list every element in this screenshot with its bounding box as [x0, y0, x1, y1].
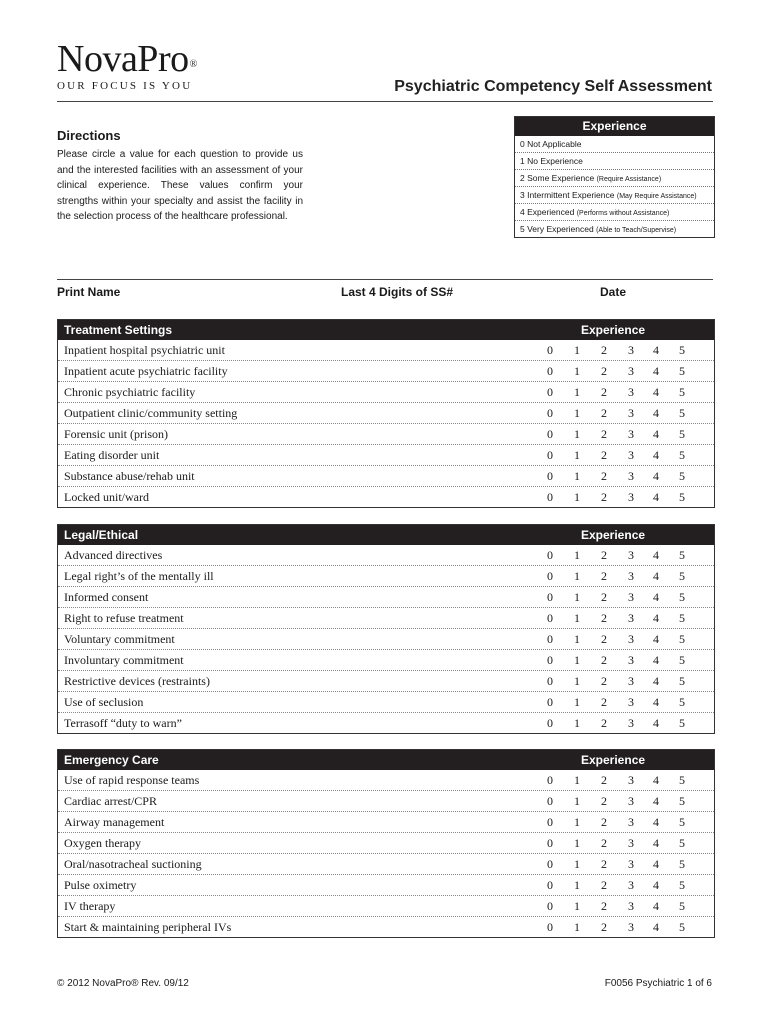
score-option-5[interactable]: 5 [679, 590, 685, 604]
score-option-1[interactable]: 1 [574, 469, 580, 483]
score-option-3[interactable]: 3 [628, 836, 634, 850]
score-option-5[interactable]: 5 [679, 427, 685, 441]
score-option-4[interactable]: 4 [653, 815, 659, 829]
header-divider [57, 101, 713, 102]
legend-item-label: 0 Not Applicable [520, 139, 582, 149]
score-option-2[interactable]: 2 [601, 590, 607, 604]
question-label: Inpatient acute psychiatric facility [64, 364, 228, 378]
question-label: Terrasoff “duty to warn” [64, 716, 182, 730]
question-label: Pulse oximetry [64, 878, 137, 892]
score-option-0[interactable]: 0 [547, 716, 553, 730]
score-option-1[interactable]: 1 [574, 385, 580, 399]
section-emergency-care [57, 749, 715, 938]
score-option-2[interactable]: 2 [601, 632, 607, 646]
question-label: Inpatient hospital psychiatric unit [64, 343, 225, 357]
score-option-0[interactable]: 0 [547, 674, 553, 688]
score-option-5[interactable]: 5 [679, 490, 685, 504]
score-option-4[interactable]: 4 [653, 899, 659, 913]
score-option-1[interactable]: 1 [574, 406, 580, 420]
question-row [58, 649, 714, 670]
score-option-2[interactable]: 2 [601, 343, 607, 357]
section-header [58, 750, 714, 770]
section-title: Emergency Care [64, 753, 159, 767]
score-option-0[interactable]: 0 [547, 385, 553, 399]
score-option-3[interactable]: 3 [628, 364, 634, 378]
question-row [58, 895, 714, 916]
score-option-5[interactable]: 5 [679, 611, 685, 625]
score-option-3[interactable]: 3 [628, 653, 634, 667]
score-option-2[interactable]: 2 [601, 794, 607, 808]
legend-item [515, 152, 714, 169]
score-option-5[interactable]: 5 [679, 836, 685, 850]
score-option-4[interactable]: 4 [653, 569, 659, 583]
score-option-2[interactable]: 2 [601, 427, 607, 441]
score-option-5[interactable]: 5 [679, 899, 685, 913]
question-row [58, 402, 714, 423]
score-option-3[interactable]: 3 [628, 899, 634, 913]
score-option-0[interactable]: 0 [547, 794, 553, 808]
score-option-0[interactable]: 0 [547, 695, 553, 709]
question-label: Locked unit/ward [64, 490, 149, 504]
score-option-1[interactable]: 1 [574, 569, 580, 583]
question-label: Legal right’s of the mentally ill [64, 569, 214, 583]
score-option-2[interactable]: 2 [601, 815, 607, 829]
section-legal-ethical [57, 524, 715, 734]
score-option-1[interactable]: 1 [574, 794, 580, 808]
score-option-5[interactable]: 5 [679, 815, 685, 829]
score-option-3[interactable]: 3 [628, 815, 634, 829]
score-option-1[interactable]: 1 [574, 674, 580, 688]
question-label: Eating disorder unit [64, 448, 160, 462]
score-option-4[interactable]: 4 [653, 385, 659, 399]
score-option-5[interactable]: 5 [679, 569, 685, 583]
score-option-0[interactable]: 0 [547, 569, 553, 583]
question-row [58, 770, 714, 790]
score-option-5[interactable]: 5 [679, 695, 685, 709]
score-option-3[interactable]: 3 [628, 773, 634, 787]
score-option-3[interactable]: 3 [628, 611, 634, 625]
question-row [58, 486, 714, 507]
score-option-3[interactable]: 3 [628, 569, 634, 583]
score-option-0[interactable]: 0 [547, 490, 553, 504]
score-option-5[interactable]: 5 [679, 794, 685, 808]
score-option-5[interactable]: 5 [679, 548, 685, 562]
legend-item-label: 1 No Experience [520, 156, 583, 166]
score-option-0[interactable]: 0 [547, 406, 553, 420]
directions-block [57, 128, 303, 225]
question-row [58, 853, 714, 874]
score-option-5[interactable]: 5 [679, 385, 685, 399]
score-option-3[interactable]: 3 [628, 548, 634, 562]
section-header [58, 525, 714, 545]
score-option-3[interactable]: 3 [628, 794, 634, 808]
legend-item-note: (Require Assistance) [596, 176, 662, 183]
score-option-2[interactable]: 2 [601, 857, 607, 871]
score-option-4[interactable]: 4 [653, 343, 659, 357]
score-option-0[interactable]: 0 [547, 469, 553, 483]
experience-legend [514, 116, 715, 238]
score-option-3[interactable]: 3 [628, 632, 634, 646]
question-row [58, 811, 714, 832]
score-option-4[interactable]: 4 [653, 427, 659, 441]
question-label: Informed consent [64, 590, 149, 604]
score-option-2[interactable]: 2 [601, 920, 607, 934]
score-option-5[interactable]: 5 [679, 343, 685, 357]
question-label: Oxygen therapy [64, 836, 141, 850]
score-option-3[interactable]: 3 [628, 427, 634, 441]
score-option-1[interactable]: 1 [574, 857, 580, 871]
score-option-1[interactable]: 1 [574, 815, 580, 829]
legend-item [515, 169, 714, 186]
score-option-1[interactable]: 1 [574, 653, 580, 667]
legend-heading: Experience [515, 117, 714, 136]
score-option-4[interactable]: 4 [653, 857, 659, 871]
score-option-5[interactable]: 5 [679, 878, 685, 892]
score-option-2[interactable]: 2 [601, 836, 607, 850]
question-label: Right to refuse treatment [64, 611, 184, 625]
score-option-4[interactable]: 4 [653, 794, 659, 808]
score-option-0[interactable]: 0 [547, 815, 553, 829]
score-option-4[interactable]: 4 [653, 716, 659, 730]
footer-copyright: © 2012 NovaPro® Rev. 09/12 [57, 978, 189, 989]
question-row [58, 916, 714, 937]
score-option-2[interactable]: 2 [601, 569, 607, 583]
novapro-logo [57, 40, 197, 92]
legend-item-label: 5 Very Experienced [520, 224, 594, 234]
score-option-0[interactable]: 0 [547, 773, 553, 787]
section-header [58, 320, 714, 340]
score-option-5[interactable]: 5 [679, 653, 685, 667]
section-experience-label: Experience [581, 753, 646, 767]
question-row [58, 670, 714, 691]
question-label: IV therapy [64, 899, 116, 913]
page-title: Psychiatric Competency Self Assessment [394, 78, 712, 95]
question-row [58, 691, 714, 712]
question-row [58, 628, 714, 649]
score-option-2[interactable]: 2 [601, 674, 607, 688]
score-option-4[interactable]: 4 [653, 836, 659, 850]
score-option-1[interactable]: 1 [574, 773, 580, 787]
footer-page-info: F0056 Psychiatric 1 of 6 [604, 978, 712, 989]
score-option-1[interactable]: 1 [574, 590, 580, 604]
question-label: Oral/nasotracheal suctioning [64, 857, 202, 871]
score-option-4[interactable]: 4 [653, 469, 659, 483]
score-option-1[interactable]: 1 [574, 343, 580, 357]
score-option-0[interactable]: 0 [547, 427, 553, 441]
score-option-2[interactable]: 2 [601, 653, 607, 667]
score-option-2[interactable]: 2 [601, 364, 607, 378]
question-label: Start & maintaining peripheral IVs [64, 920, 232, 934]
brand-name: NovaPro® [57, 38, 197, 80]
score-option-1[interactable]: 1 [574, 448, 580, 462]
score-option-5[interactable]: 5 [679, 469, 685, 483]
question-label: Cardiac arrest/CPR [64, 794, 157, 808]
brand-tagline: OUR FOCUS IS YOU [57, 80, 193, 92]
score-option-2[interactable]: 2 [601, 773, 607, 787]
score-option-1[interactable]: 1 [574, 716, 580, 730]
score-option-0[interactable]: 0 [547, 920, 553, 934]
directions-text: Please circle a value for each question to provide us and the interested facilities with an assessment of your clinical experience. These values confirm your strengths within your specialty and assist the facility in the selection process of the healthcare professional. [57, 149, 303, 222]
score-option-3[interactable]: 3 [628, 469, 634, 483]
directions-heading: Directions [57, 128, 121, 143]
score-option-3[interactable]: 3 [628, 695, 634, 709]
section-experience-label: Experience [581, 323, 646, 337]
score-option-3[interactable]: 3 [628, 406, 634, 420]
question-row [58, 607, 714, 628]
score-option-4[interactable]: 4 [653, 653, 659, 667]
legend-item-label: 3 Intermittent Experience [520, 190, 615, 200]
question-row [58, 712, 714, 733]
question-row [58, 545, 714, 565]
question-label: Chronic psychiatric facility [64, 385, 196, 399]
score-option-2[interactable]: 2 [601, 448, 607, 462]
score-option-4[interactable]: 4 [653, 878, 659, 892]
score-option-5[interactable]: 5 [679, 857, 685, 871]
question-label: Use of seclusion [64, 695, 144, 709]
score-option-1[interactable]: 1 [574, 899, 580, 913]
score-option-1[interactable]: 1 [574, 920, 580, 934]
legend-item [515, 186, 714, 203]
score-option-4[interactable]: 4 [653, 448, 659, 462]
score-option-0[interactable]: 0 [547, 548, 553, 562]
score-option-0[interactable]: 0 [547, 590, 553, 604]
question-row [58, 381, 714, 402]
score-option-0[interactable]: 0 [547, 857, 553, 871]
score-option-2[interactable]: 2 [601, 490, 607, 504]
score-option-2[interactable]: 2 [601, 406, 607, 420]
print-name-label[interactable]: Print Name [57, 285, 121, 299]
score-option-2[interactable]: 2 [601, 695, 607, 709]
question-label: Advanced directives [64, 548, 163, 562]
score-option-4[interactable]: 4 [653, 406, 659, 420]
question-row [58, 586, 714, 607]
score-option-2[interactable]: 2 [601, 469, 607, 483]
score-option-5[interactable]: 5 [679, 773, 685, 787]
score-option-4[interactable]: 4 [653, 490, 659, 504]
section-title: Legal/Ethical [64, 528, 139, 542]
score-option-4[interactable]: 4 [653, 632, 659, 646]
section-treatment-settings [57, 319, 715, 508]
score-option-1[interactable]: 1 [574, 878, 580, 892]
score-option-1[interactable]: 1 [574, 364, 580, 378]
identity-fields [57, 279, 713, 306]
question-row [58, 790, 714, 811]
question-row [58, 423, 714, 444]
question-row [58, 465, 714, 486]
score-option-1[interactable]: 1 [574, 611, 580, 625]
score-option-0[interactable]: 0 [547, 632, 553, 646]
score-option-3[interactable]: 3 [628, 343, 634, 357]
score-option-3[interactable]: 3 [628, 590, 634, 604]
score-option-3[interactable]: 3 [628, 385, 634, 399]
question-row [58, 444, 714, 465]
question-label: Involuntary commitment [64, 653, 184, 667]
question-label: Use of rapid response teams [64, 773, 200, 787]
question-label: Forensic unit (prison) [64, 427, 168, 441]
score-option-2[interactable]: 2 [601, 611, 607, 625]
score-option-0[interactable]: 0 [547, 448, 553, 462]
score-option-2[interactable]: 2 [601, 716, 607, 730]
score-option-0[interactable]: 0 [547, 364, 553, 378]
score-option-3[interactable]: 3 [628, 716, 634, 730]
date-label[interactable]: Date [600, 285, 627, 299]
score-option-2[interactable]: 2 [601, 385, 607, 399]
score-option-0[interactable]: 0 [547, 878, 553, 892]
question-label: Restrictive devices (restraints) [64, 674, 210, 688]
question-label: Outpatient clinic/community setting [64, 406, 238, 420]
score-option-5[interactable]: 5 [679, 364, 685, 378]
score-option-3[interactable]: 3 [628, 857, 634, 871]
legend-item-label: 4 Experienced [520, 207, 575, 217]
score-option-4[interactable]: 4 [653, 364, 659, 378]
score-option-0[interactable]: 0 [547, 653, 553, 667]
question-label: Substance abuse/rehab unit [64, 469, 195, 483]
question-label: Airway management [64, 815, 165, 829]
score-option-5[interactable]: 5 [679, 674, 685, 688]
score-option-4[interactable]: 4 [653, 548, 659, 562]
score-option-4[interactable]: 4 [653, 611, 659, 625]
section-experience-label: Experience [581, 528, 646, 542]
legend-item-note: (Able to Teach/Supervise) [596, 227, 677, 234]
section-title: Treatment Settings [64, 323, 173, 337]
question-label: Voluntary commitment [64, 632, 175, 646]
score-option-0[interactable]: 0 [547, 343, 553, 357]
legend-item-note: (Performs without Assistance) [576, 210, 670, 217]
score-option-1[interactable]: 1 [574, 548, 580, 562]
score-option-2[interactable]: 2 [601, 878, 607, 892]
score-option-5[interactable]: 5 [679, 920, 685, 934]
legend-item [515, 136, 714, 152]
score-option-3[interactable]: 3 [628, 490, 634, 504]
score-option-0[interactable]: 0 [547, 836, 553, 850]
score-option-3[interactable]: 3 [628, 920, 634, 934]
score-option-5[interactable]: 5 [679, 406, 685, 420]
score-option-4[interactable]: 4 [653, 590, 659, 604]
question-row [58, 832, 714, 853]
score-option-3[interactable]: 3 [628, 878, 634, 892]
score-option-3[interactable]: 3 [628, 448, 634, 462]
score-option-0[interactable]: 0 [547, 899, 553, 913]
score-option-1[interactable]: 1 [574, 427, 580, 441]
score-option-1[interactable]: 1 [574, 695, 580, 709]
score-option-5[interactable]: 5 [679, 632, 685, 646]
score-option-4[interactable]: 4 [653, 920, 659, 934]
question-row [58, 565, 714, 586]
question-row [58, 360, 714, 381]
legend-item-label: 2 Some Experience [520, 173, 595, 183]
score-option-4[interactable]: 4 [653, 773, 659, 787]
score-option-1[interactable]: 1 [574, 490, 580, 504]
score-option-5[interactable]: 5 [679, 716, 685, 730]
score-option-3[interactable]: 3 [628, 674, 634, 688]
score-option-4[interactable]: 4 [653, 674, 659, 688]
score-option-5[interactable]: 5 [679, 448, 685, 462]
score-option-1[interactable]: 1 [574, 632, 580, 646]
score-option-4[interactable]: 4 [653, 695, 659, 709]
ssn-label[interactable]: Last 4 Digits of SS# [341, 285, 454, 299]
score-option-1[interactable]: 1 [574, 836, 580, 850]
question-row [58, 340, 714, 360]
legend-item [515, 220, 714, 237]
question-row [58, 874, 714, 895]
score-option-2[interactable]: 2 [601, 899, 607, 913]
score-option-2[interactable]: 2 [601, 548, 607, 562]
legend-item [515, 203, 714, 220]
legend-item-note: (May Require Assistance) [616, 193, 697, 200]
score-option-0[interactable]: 0 [547, 611, 553, 625]
